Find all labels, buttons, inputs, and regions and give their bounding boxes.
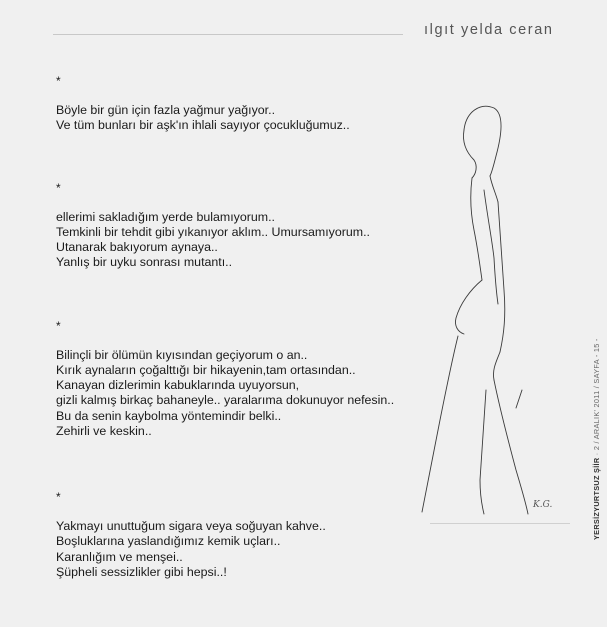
- poem-line: Ve tüm bunları bir aşk'ın ihlali sayıyor çocukluğumuz..: [56, 118, 350, 133]
- stanza-2: [56, 181, 446, 271]
- poem-line: Şüpheli sessizlikler gibi hepsi..!: [56, 564, 227, 579]
- stanza-marker: *: [56, 180, 61, 195]
- poem-line: Yakmayı unuttuğum sigara veya soğuyan kahve..: [56, 519, 326, 534]
- figure-sketch: [400, 90, 600, 530]
- poem-line: Boşluklarına yaslandığımız kemik uçları..: [56, 534, 281, 549]
- poem-line: Bilinçli bir ölümün kıyısından geçiyorum o an..: [56, 347, 308, 362]
- poem-line: Bu da senin kaybolma yöntemindir belki..: [56, 408, 282, 423]
- stanza-marker: *: [56, 490, 61, 505]
- poem-line: Utanarak bakıyorum aynaya..: [56, 240, 218, 255]
- issue-info: · 2 / ARALIK' 2011 / SAYFA - 15 -: [592, 338, 601, 456]
- sketch-hip: [455, 280, 482, 334]
- stanza-marker: *: [56, 74, 61, 88]
- bottom-rule: [430, 523, 570, 524]
- sketch-hip-curve: [493, 352, 500, 380]
- sketch-stroke: [516, 390, 522, 408]
- magazine-name: YERSİZYURTSUZ ŞİİR: [592, 457, 601, 540]
- stanza-4: [56, 490, 446, 580]
- sketch-back-leg: [494, 380, 528, 514]
- header-rule: [53, 34, 403, 35]
- poem-line: Kırık aynaların çoğalttığı bir hikayenin,tam ortasından..: [56, 363, 356, 378]
- sketch-back-leg-inner: [480, 390, 486, 514]
- poem-line: ellerimi sakladığım yerde bulamıyorum..: [56, 209, 275, 224]
- stanza-1: [56, 74, 446, 134]
- poem: [56, 74, 446, 627]
- artist-signature: K.G.: [533, 500, 553, 510]
- poem-line: Kanayan dizlerimin kabuklarında uyuyorsun,: [56, 378, 300, 393]
- stanza-3: [56, 319, 446, 439]
- sketch-front-leg: [422, 336, 458, 512]
- page-footer-vertical: [592, 338, 601, 540]
- poem-line: Böyle bir gün için fazla yağmur yağıyor..: [56, 103, 276, 118]
- sketch-head: [464, 106, 501, 176]
- poem-line: gizli kalmış birkaç bahaneyle.. yaralarıma dokunuyor nefesin..: [56, 393, 395, 408]
- sketch-arm: [484, 190, 498, 304]
- poem-line: Yanlış bir uyku sonrası mutantı..: [56, 255, 233, 270]
- poem-line: Zehirli ve keskin..: [56, 423, 152, 438]
- stanza-marker: *: [56, 318, 61, 333]
- poem-line: Temkinli bir tehdit gibi yıkanıyor aklım.. Umursamıyorum..: [56, 225, 370, 240]
- sketch-neck: [490, 176, 498, 202]
- sketch-face: [463, 130, 476, 178]
- author-name: ılgıt yelda ceran: [424, 22, 554, 38]
- sketch-back: [498, 202, 505, 352]
- poem-line: Karanlığım ve menşei..: [56, 549, 183, 564]
- sketch-front: [471, 178, 482, 280]
